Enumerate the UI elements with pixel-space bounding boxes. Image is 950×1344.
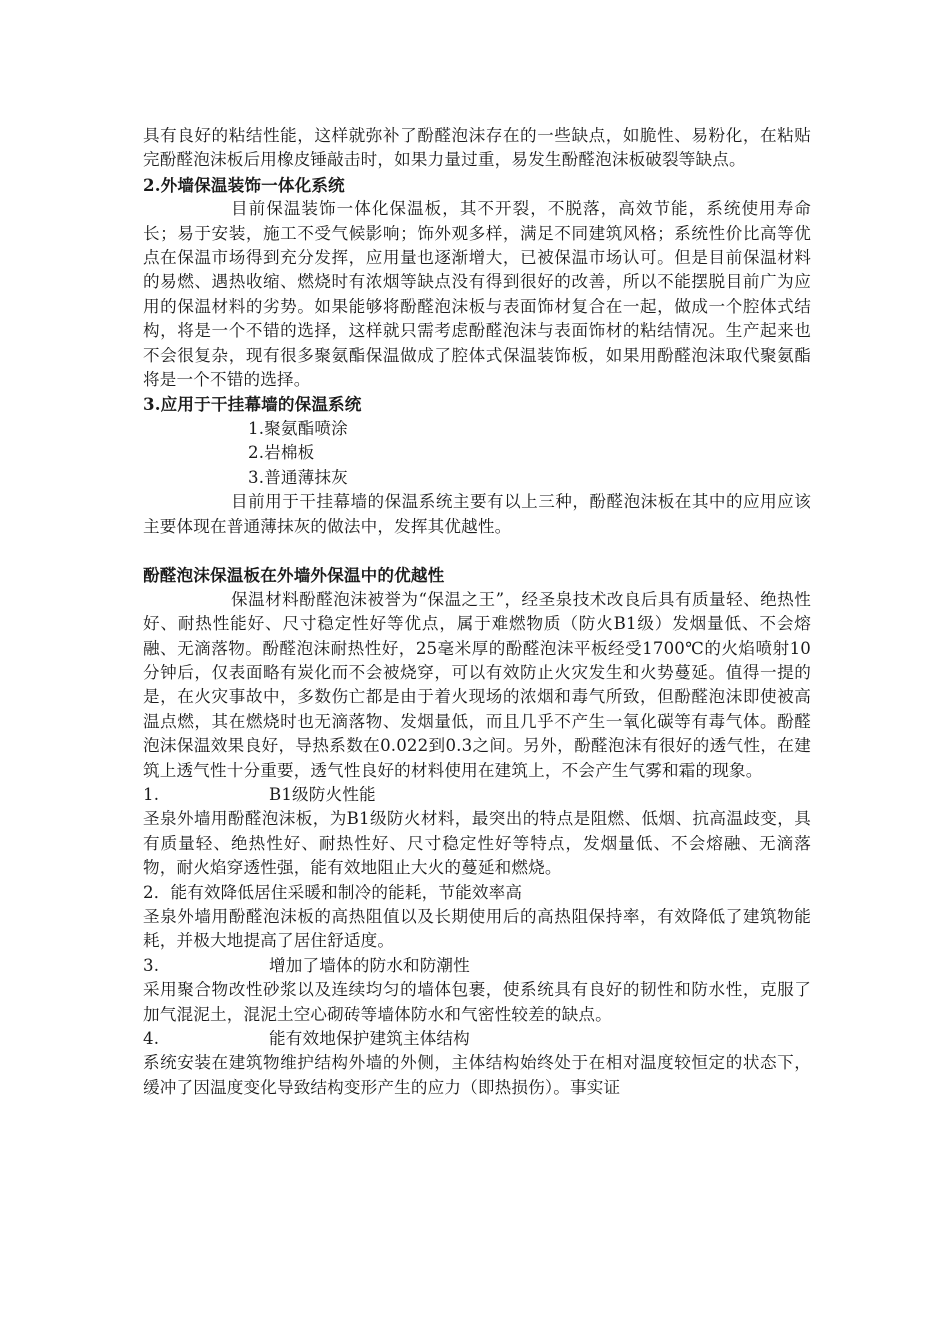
intro-paragraph: 具有良好的粘结性能，这样就弥补了酚醛泡沫存在的一些缺点，如脆性、易粉化，在粘贴完酚醛泡沫板后用橡皮锤敲击时，如果力量过重，易发生酚醛泡沫板破裂等缺点。 <box>143 126 811 170</box>
point-3-heading <box>143 954 811 978</box>
point-title: 能有效地保护建筑主体结构 <box>269 1029 470 1049</box>
point-4-body: 系统安装在建筑物维护结构外墙的外侧，主体结构始终处于在相对温度较恒定的状态下，缓冲了因温度变化导致结构变形产生的应力（即热损伤）。事实证 <box>143 1053 811 1097</box>
section-3-list-item: 1.聚氨酯喷涂 <box>248 418 348 438</box>
section-2-heading: 2.外墙保温装饰一体化系统 <box>143 174 345 195</box>
point-number: 3. <box>143 955 160 975</box>
point-4-heading <box>143 1027 811 1051</box>
point-number: 2． <box>143 882 171 902</box>
point-title: 能有效降低居住采暖和制冷的能耗，节能效率高 <box>170 882 523 902</box>
point-3-body: 采用聚合物改性砂浆以及连续均匀的墙体包裹，使系统具有良好的韧性和防水性，克服了加气混泥土，混泥土空心砌砖等墙体防水和气密性较差的缺点。 <box>143 980 811 1024</box>
section-3-list-item: 2.岩棉板 <box>248 443 315 463</box>
section-2-paragraph: 目前保温装饰一体化保温板，其不开裂，不脱落，高效节能，系统使用寿命长；易于安装，施工不受气候影响；饰外观多样，满足不同建筑风格；系统性价比高等优点在保温市场得到充分发挥，应用量也逐渐增大，已被保温市场认可。但是目前保温材料的易燃、遇热收缩、燃烧时有浓烟等缺点没有得到很好的改善，所以不能摆脱目前广为应用的保温材料的劣势。如果能够将酚醛泡沫板与表面饰材复合在一起，做成一个腔体式结构，将是一个不错的选择，这样就只需考虑酚醛泡沫与表面饰材的粘结情况。生产起来也不会很复杂，现有很多聚氨酯保温做成了腔体式保温装饰板，如果用酚醛泡沫取代聚氨酯将是一个不错的选择。 <box>143 199 811 390</box>
point-title: 增加了墙体的防水和防潮性 <box>269 955 470 975</box>
point-1-body: 圣泉外墙用酚醛泡沫板，为B1级防火材料，最突出的特点是阻燃、低烟、抗高温歧变，具有质量轻、绝热性好、耐热性好、尺寸稳定性好等特点，发烟量低、不会熔融、无滴落物，耐火焰穿透性强，能有效地阻止大火的蔓延和燃烧。 <box>143 809 811 878</box>
point-2-body: 圣泉外墙用酚醛泡沫板的高热阻值以及长期使用后的高热阻保持率，有效降低了建筑物能耗，并极大地提高了居住舒适度。 <box>143 906 811 951</box>
point-1-heading <box>143 783 811 807</box>
point-title: B1级防火性能 <box>269 784 376 804</box>
section-3-list-item: 3.普通薄抹灰 <box>248 467 348 487</box>
point-number: 4. <box>143 1029 160 1049</box>
section-3-paragraph: 目前用于干挂幕墙的保温系统主要有以上三种，酚醛泡沫板在其中的应用应该主要体现在普通薄抹灰的做法中，发挥其优越性。 <box>143 492 811 536</box>
point-2-heading <box>143 881 811 905</box>
advantages-heading: 酚醛泡沫保温板在外墙外保温中的优越性 <box>143 565 445 586</box>
blank-line <box>143 539 811 563</box>
document-body <box>143 124 811 1100</box>
advantages-paragraph: 保温材料酚醛泡沫被誉为“保温之王”，经圣泉技术改良后具有质量轻、绝热性好、耐热性能好、尺寸稳定性好等优点，属于难燃物质（防火B1级）发烟量低、不会熔融、无滴落物。酚醛泡沫耐热性好，25毫米厚的酚醛泡沫平板经受1700℃的火焰喷射10分钟后，仅表面略有炭化而不会被烧穿，可以有效防止火灾发生和火势蔓延。值得一提的是，在火灾事故中，多数伤亡都是由于着火现场的浓烟和毒气所致，但酚醛泡沫即使被高温点燃，其在燃烧时也无滴落物、发烟量低，而且几乎不产生一氧化碳等有毒气体。酚醛泡沫保温效果良好，导热系数在0.022到0.3之间。另外，酚醛泡沫有很好的透气性，在建筑上透气性十分重要，透气性良好的材料使用在建筑上，不会产生气雾和霜的现象。 <box>143 589 811 780</box>
point-number: 1. <box>143 784 160 804</box>
section-3-heading: 3.应用于干挂幕墙的保温系统 <box>143 394 362 415</box>
